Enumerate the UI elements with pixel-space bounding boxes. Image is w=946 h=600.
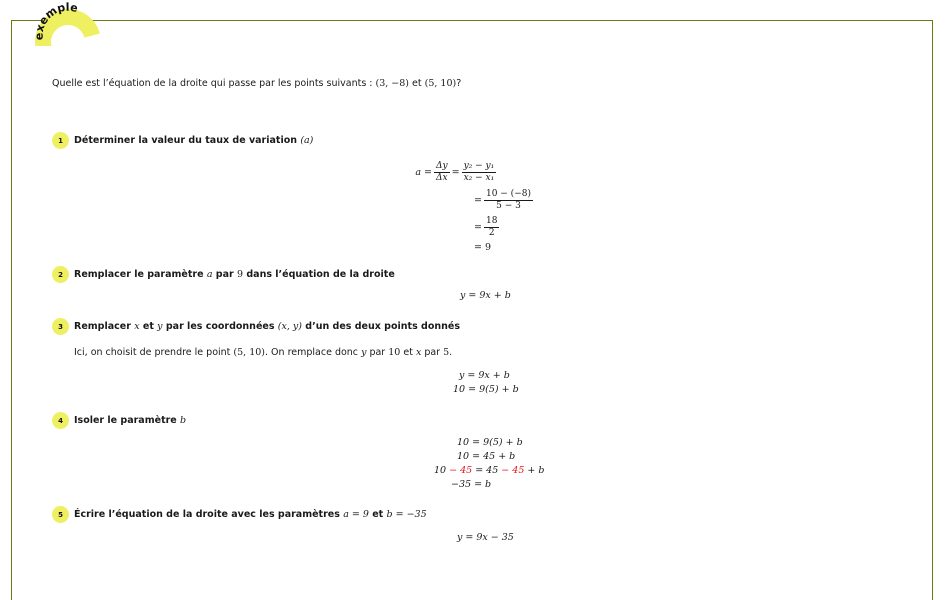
- step3-note: Ici, on choisit de prendre le point (5, 10). On remplace donc y par 10 et x par 5.: [74, 347, 453, 358]
- step1-equation: a = $\frac{\Delta y}{\Delta x}$ = $\frac{\text{y₂ − y₁}}{\text{x₂ − x₁}}$ = $\frac{10 - (-8)}{5 - 3}$ = $\frac{18}{2}$ = 9: [415, 160, 531, 253]
- step-number-badge: 1: [52, 132, 69, 149]
- question-text: Quelle est l’équation de la droite qui passe par les points suivants : (3, −8) et (5, 10)?: [52, 78, 462, 89]
- step3-equation-2: 10 = 9(5) + b: [453, 384, 519, 395]
- step-number-badge: 4: [52, 412, 69, 429]
- step-2: [52, 266, 395, 283]
- step4-equation-1: 10 = 9(5) + b: [457, 437, 523, 448]
- step-number-badge: 5: [52, 506, 69, 523]
- step4-equation-4: −35 = b: [451, 479, 492, 490]
- step-4: [52, 412, 186, 429]
- example-badge: [33, 2, 103, 46]
- step4-equation-2: 10 = 45 + b: [457, 451, 516, 462]
- step4-equation-3: 10 − 45 = 45 − 45 + b: [434, 465, 545, 476]
- step-1: [52, 132, 313, 149]
- step-title: Écrire l’équation de la droite avec les paramètres a = 9 et b = −35: [74, 509, 427, 520]
- step-title: Remplacer x et y par les coordonnées (x, y) d’un des deux points donnés: [74, 321, 460, 332]
- step-title: Remplacer le paramètre a par 9 dans l’équation de la droite: [74, 269, 395, 280]
- step-3: [52, 318, 460, 335]
- step2-equation: y = 9x + b: [460, 290, 511, 301]
- step-title: Déterminer la valeur du taux de variation (a): [74, 135, 314, 146]
- badge-label: exemple: [33, 2, 80, 41]
- step-5: [52, 506, 427, 523]
- step3-equation-1: y = 9x + b: [459, 370, 510, 381]
- step-number-badge: 2: [52, 266, 69, 283]
- step-number-badge: 3: [52, 318, 69, 335]
- step5-equation: y = 9x − 35: [457, 532, 514, 543]
- step-title: Isoler le paramètre b: [74, 415, 187, 426]
